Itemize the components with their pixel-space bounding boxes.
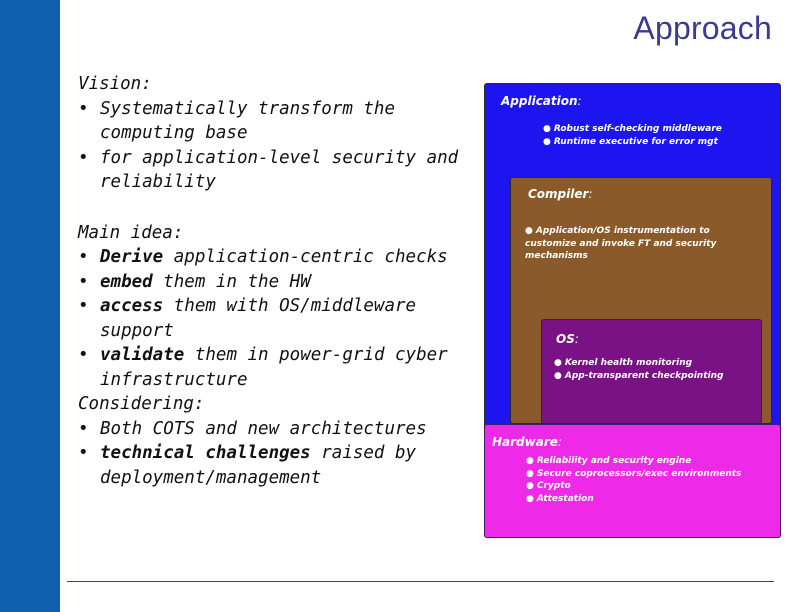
application-layer-list — [543, 123, 722, 148]
list-item: ● Runtime executive for error mgt — [543, 136, 718, 147]
list-item: • Systematically transform the computing base — [78, 97, 473, 146]
list-item-verb: validate — [100, 345, 185, 365]
vision-heading: Vision: — [78, 74, 152, 94]
footer-divider — [67, 581, 774, 582]
list-item: ● Kernel health monitoring — [554, 358, 693, 368]
hardware-layer-list — [526, 455, 741, 505]
list-item — [78, 270, 473, 295]
list-item-text: them in the HW — [152, 271, 311, 292]
os-layer-title: OS — [556, 332, 575, 346]
considering-heading: Considering: — [78, 394, 205, 414]
list-item-verb: Derive — [100, 247, 164, 267]
list-item: ● Robust self-checking middleware — [543, 124, 722, 134]
text-column — [78, 72, 473, 490]
list-item-text: Both COTS and new architectures — [100, 418, 427, 439]
list-item: ● Application/OS instrumentation to customize and invoke FT and security mechanisms — [525, 226, 717, 261]
os-layer: OS: ● Kernel health monitoring ● App-transparent checkpointing — [541, 319, 762, 424]
compiler-layer-list — [525, 225, 725, 263]
list-item: ● Attestation — [526, 493, 594, 504]
main-idea-heading: Main idea: — [78, 222, 184, 243]
layer-diagram — [484, 83, 781, 538]
list-item: ● Secure coprocessors/exec environments — [526, 468, 742, 479]
list-item — [78, 294, 473, 343]
side-accent-bar — [0, 0, 60, 612]
considering-list — [78, 417, 473, 491]
list-item-verb: access — [100, 296, 164, 316]
list-item: ● App-transparent checkpointing — [554, 370, 724, 381]
list-item-text: them with OS/middleware support — [100, 296, 417, 341]
application-layer: Application: ● Robust self-checking middleware ● Runtime executive for error mgt — [484, 83, 781, 538]
list-item: • for application-level security and reliability — [78, 146, 473, 195]
list-item-text: them in power-grid cyber infrastructure — [100, 345, 448, 390]
list-item — [78, 441, 473, 490]
hardware-layer: Hardware: ● Reliability and security engine ● Secure coprocessors/exec environments ● Crypto ● Attestation — [484, 424, 781, 538]
hardware-layer-title: Hardware — [492, 435, 558, 449]
list-item-bold: technical challenges — [100, 443, 311, 463]
list-item-text: raised by deployment/management — [100, 443, 417, 488]
vision-list — [78, 97, 473, 195]
compiler-layer: Compiler: ● Application/OS instrumentation to customize and invoke FT and security mechanisms — [510, 177, 772, 424]
list-item: ● Reliability and security engine — [526, 456, 692, 466]
list-item — [78, 343, 473, 392]
list-item-verb: embed — [100, 271, 153, 292]
main-idea-list — [78, 245, 473, 392]
compiler-layer-title: Compiler — [528, 187, 589, 201]
os-layer-list — [554, 357, 723, 382]
list-item — [78, 245, 473, 270]
list-item — [78, 417, 473, 442]
application-layer-title: Application — [501, 94, 578, 108]
slide-title: Approach — [633, 10, 772, 46]
list-item-text: application-centric checks — [163, 247, 448, 267]
list-item: ● Crypto — [526, 481, 571, 491]
